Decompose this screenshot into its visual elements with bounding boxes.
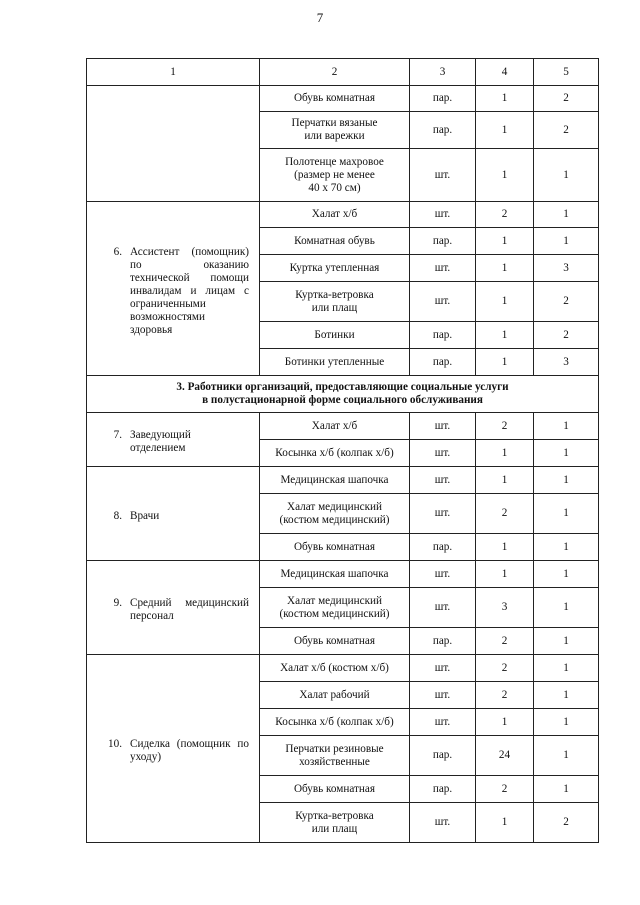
position-number: 6. (113, 245, 122, 258)
position-content (92, 592, 254, 623)
header-row (87, 59, 599, 86)
position-cell (87, 561, 260, 655)
item-unit: пар. (410, 534, 476, 561)
item-term: 1 (534, 776, 599, 803)
position-cell (87, 467, 260, 561)
item-term: 1 (534, 228, 599, 255)
item-quantity: 1 (476, 255, 534, 282)
item-name: Ботинки утепленные (260, 349, 410, 376)
item-quantity: 1 (476, 467, 534, 494)
item-quantity: 1 (476, 534, 534, 561)
item-term: 2 (534, 282, 599, 322)
position-title: Заведующий отделением (130, 429, 191, 454)
item-unit: шт. (410, 494, 476, 534)
table-row (87, 413, 599, 440)
header-cell: 3 (410, 59, 476, 86)
item-quantity: 1 (476, 349, 534, 376)
item-name: Обувь комнатная (260, 628, 410, 655)
item-unit: пар. (410, 86, 476, 112)
item-quantity: 1 (476, 322, 534, 349)
item-name: Куртка-ветровка или плащ (260, 803, 410, 843)
item-name: Куртка-ветровка или плащ (260, 282, 410, 322)
item-unit: шт. (410, 682, 476, 709)
table-row (87, 467, 599, 494)
position-number: 10. (108, 738, 122, 750)
item-quantity: 2 (476, 655, 534, 682)
item-unit: шт. (410, 467, 476, 494)
item-unit: пар. (410, 736, 476, 776)
item-name: Халат медицинский (костюм медицинский) (260, 588, 410, 628)
item-term: 1 (534, 709, 599, 736)
page-number: 7 (316, 10, 324, 25)
item-unit: шт. (410, 709, 476, 736)
position-cell (87, 413, 260, 467)
position-content (92, 424, 254, 455)
item-term: 1 (534, 494, 599, 534)
position-cell (87, 655, 260, 843)
item-unit: пар. (410, 112, 476, 149)
position-cell (87, 86, 260, 202)
item-term: 2 (534, 803, 599, 843)
item-quantity: 1 (476, 709, 534, 736)
item-quantity: 2 (476, 628, 534, 655)
table-row (87, 202, 599, 228)
item-quantity: 1 (476, 149, 534, 202)
position-title: Врачи (130, 509, 160, 522)
item-name: Халат медицинский (костюм медицинский) (260, 494, 410, 534)
item-unit: пар. (410, 628, 476, 655)
position-title: Сиделка (помощник по уходу) (130, 738, 249, 763)
item-term: 1 (534, 440, 599, 467)
item-term: 1 (534, 628, 599, 655)
item-term: 2 (534, 86, 599, 112)
item-name: Халат х/б (260, 413, 410, 440)
header-cell: 5 (534, 59, 599, 86)
position-content (92, 733, 254, 764)
position-content (92, 505, 254, 523)
item-quantity: 2 (476, 494, 534, 534)
item-quantity: 2 (476, 776, 534, 803)
item-quantity: 2 (476, 682, 534, 709)
item-name: Куртка утепленная (260, 255, 410, 282)
position-number: 9. (113, 597, 122, 609)
item-quantity: 1 (476, 803, 534, 843)
section-row (87, 376, 599, 413)
item-quantity: 1 (476, 440, 534, 467)
item-unit: шт. (410, 149, 476, 202)
item-quantity: 1 (476, 282, 534, 322)
table-row (87, 86, 599, 112)
table-row (87, 655, 599, 682)
item-name: Косынка х/б (колпак х/б) (260, 709, 410, 736)
item-quantity: 1 (476, 228, 534, 255)
item-unit: шт. (410, 255, 476, 282)
item-unit: шт. (410, 803, 476, 843)
item-name: Перчатки резиновые хозяйственные (260, 736, 410, 776)
item-name: Обувь комнатная (260, 534, 410, 561)
item-term: 1 (534, 736, 599, 776)
position-content (92, 241, 254, 337)
item-unit: пар. (410, 228, 476, 255)
position-cell (87, 202, 260, 376)
header-cell: 2 (260, 59, 410, 86)
position-number: 7. (113, 429, 122, 441)
item-term: 2 (534, 112, 599, 149)
item-term: 1 (534, 534, 599, 561)
item-term: 2 (534, 322, 599, 349)
item-name: Халат рабочий (260, 682, 410, 709)
item-quantity: 3 (476, 588, 534, 628)
item-quantity: 1 (476, 86, 534, 112)
item-unit: шт. (410, 202, 476, 228)
position-number: 8. (113, 509, 122, 522)
item-name: Обувь комнатная (260, 86, 410, 112)
section-title: 3. Работники организаций, предоставляющие социальные услуги в полустационарной форме социального обслуживания (87, 376, 599, 413)
item-name: Обувь комнатная (260, 776, 410, 803)
item-quantity: 2 (476, 413, 534, 440)
header-cell: 4 (476, 59, 534, 86)
item-term: 1 (534, 682, 599, 709)
item-unit: шт. (410, 440, 476, 467)
item-term: 1 (534, 561, 599, 588)
item-term: 1 (534, 149, 599, 202)
item-quantity: 1 (476, 561, 534, 588)
position-title: Средний медицинский персонал (130, 597, 249, 622)
header-cell: 1 (87, 59, 260, 86)
item-name: Полотенце махровое (размер не менее 40 х 70 см) (260, 149, 410, 202)
item-unit: шт. (410, 655, 476, 682)
item-unit: пар. (410, 322, 476, 349)
item-quantity: 1 (476, 112, 534, 149)
item-unit: шт. (410, 282, 476, 322)
item-term: 1 (534, 413, 599, 440)
item-name: Медицинская шапочка (260, 467, 410, 494)
item-name: Перчатки вязаные или варежки (260, 112, 410, 149)
item-quantity: 2 (476, 202, 534, 228)
clothing-norms-table (86, 58, 599, 843)
item-term: 3 (534, 349, 599, 376)
item-name: Халат х/б (костюм х/б) (260, 655, 410, 682)
item-unit: пар. (410, 776, 476, 803)
item-term: 1 (534, 202, 599, 228)
item-term: 3 (534, 255, 599, 282)
item-unit: шт. (410, 588, 476, 628)
item-unit: шт. (410, 561, 476, 588)
table-row (87, 561, 599, 588)
item-term: 1 (534, 588, 599, 628)
item-name: Ботинки (260, 322, 410, 349)
item-name: Косынка х/б (колпак х/б) (260, 440, 410, 467)
item-name: Халат х/б (260, 202, 410, 228)
item-name: Комнатная обувь (260, 228, 410, 255)
item-unit: пар. (410, 349, 476, 376)
item-term: 1 (534, 467, 599, 494)
item-quantity: 24 (476, 736, 534, 776)
item-name: Медицинская шапочка (260, 561, 410, 588)
item-unit: шт. (410, 413, 476, 440)
position-title: Ассистент (помощник) по оказанию технической помощи инвалидам и лицам с ограниченными возможностями здоровья (130, 245, 249, 336)
item-term: 1 (534, 655, 599, 682)
